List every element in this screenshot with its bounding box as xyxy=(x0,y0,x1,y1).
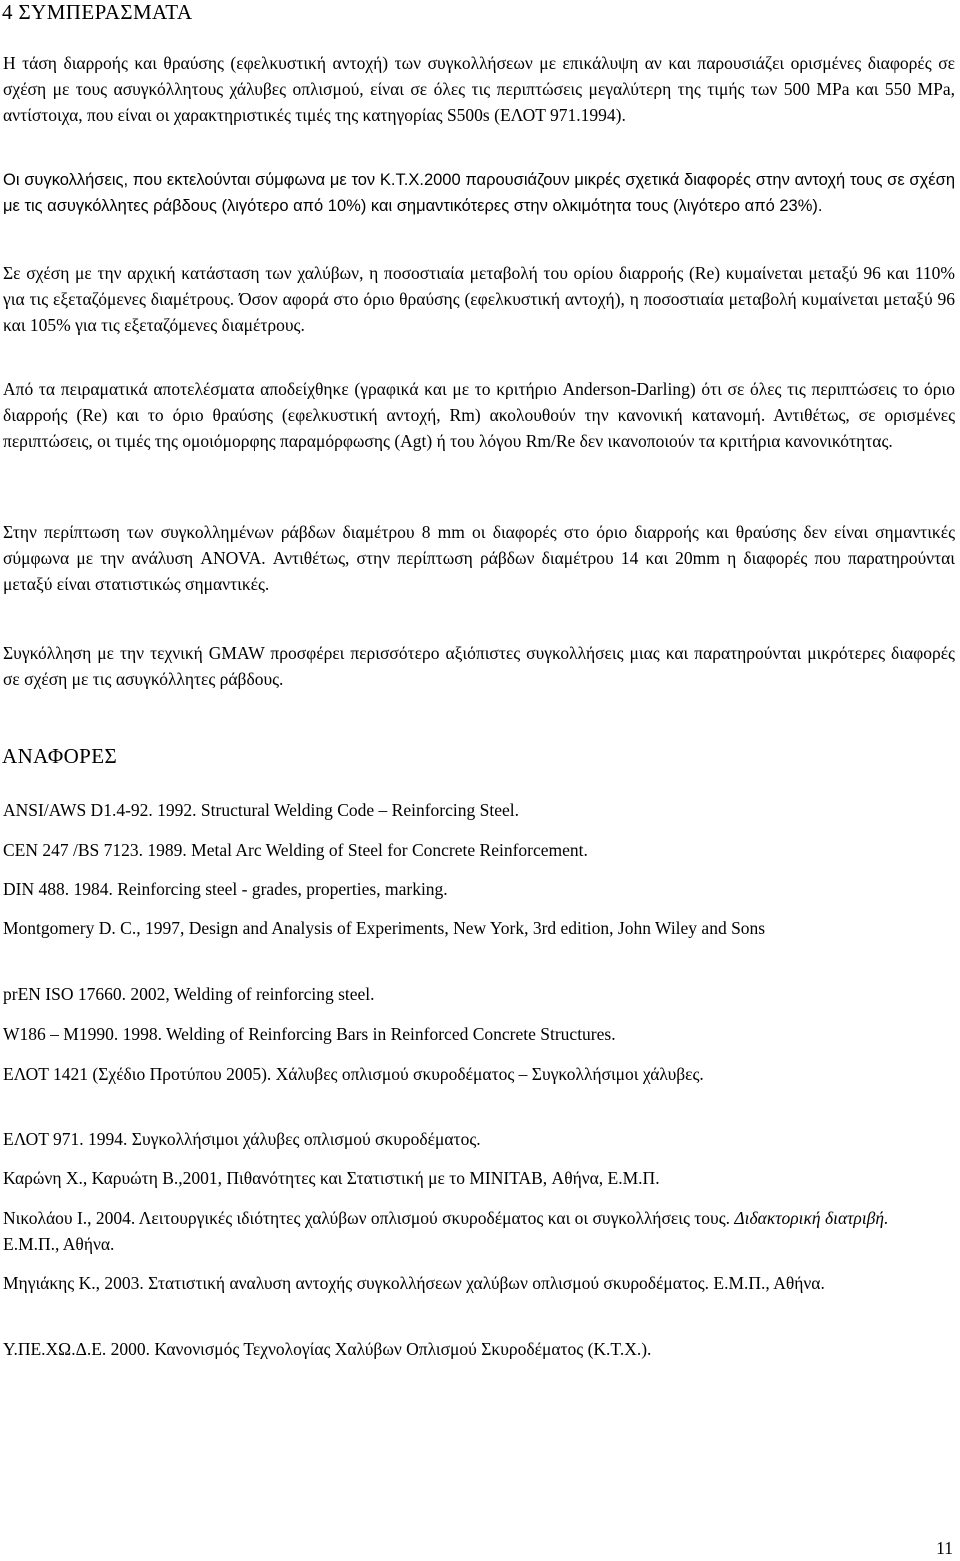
reference-item xyxy=(3,1205,933,1257)
section-heading: 4 ΣΥΜΠΕΡΑΣΜΑΤΑ xyxy=(2,0,193,24)
reference-item: CEN 247 /BS 7123. 1989. Metal Arc Welding of Steel for Concrete Reinforcement. xyxy=(3,840,588,860)
references-heading: ΑΝΑΦΟΡΕΣ xyxy=(2,744,118,768)
reference-text: Ε.Μ.Π., Αθήνα. xyxy=(3,1234,115,1254)
reference-item: Υ.ΠΕ.ΧΩ.Δ.Ε. 2000. Κανονισμός Τεχνολογίας Χαλύβων Οπλισμού Σκυροδέματος (Κ.Τ.Χ.). xyxy=(3,1339,652,1359)
reference-item: ΕΛΟΤ 971. 1994. Συγκολλήσιμοι χάλυβες οπλισμού σκυροδέματος. xyxy=(3,1129,481,1149)
reference-item: ΕΛΟΤ 1421 (Σχέδιο Προτύπου 2005). Χάλυβες οπλισμού σκυροδέματος – Συγκολλήσιμοι χάλυβες. xyxy=(3,1064,704,1084)
conclusion-paragraph-6: Συγκόλληση με την τεχνική GMAW προσφέρει περισσότερο αξιόπιστες συγκολλήσεις μιας και παρατηρούνται μικρότερες διαφορές σε σχέση με τις ασυγκόλλητες ράβδους. xyxy=(3,643,955,689)
reference-item: Καρώνη Χ., Καρυώτη Β.,2001, Πιθανότητες και Στατιστική με το MINITAB, Αθήνα, Ε.Μ.Π. xyxy=(3,1168,660,1188)
conclusion-paragraph-5: Στην περίπτωση των συγκολλημένων ράβδων διαμέτρου 8 mm οι διαφορές στο όριο διαρροής και θραύσης δεν είναι σημαντικές σύμφωνα με την ανάλυση ANOVA. Αντιθέτως, στην περίπτωση ράβδων διαμέτρου 14 και 20mm η διαφορές που παρατηρούνται μεταξύ είναι στατιστικώς σημαντικές. xyxy=(3,522,955,594)
reference-item: ANSI/AWS D1.4-92. 1992. Structural Welding Code – Reinforcing Steel. xyxy=(3,800,519,820)
conclusion-paragraph-3: Σε σχέση με την αρχική κατάσταση των χαλύβων, η ποσοστιαία μεταβολή του ορίου διαρροής (Re) κυμαίνεται μεταξύ 96 και 110% για τις εξεταζόμενες διαμέτρους. Όσον αφορά στο όριο θραύσης (εφελκυστική αντοχή), η ποσοστιαία μεταβολή κυμαίνεται μεταξύ 96 και 105% για τις εξεταζόμενες διαμέτρους. xyxy=(3,263,955,335)
page-number: 11 xyxy=(936,1538,953,1558)
reference-item: Μηγιάκης Κ., 2003. Στατιστική αναλυση αντοχής συγκολλήσεων χαλύβων οπλισμού σκυροδέματος. Ε.Μ.Π., Αθήνα. xyxy=(3,1273,825,1293)
reference-text: Νικολάου Ι., 2004. Λειτουργικές ιδιότητες χαλύβων οπλισμού σκυροδέματος και οι συγκολλήσεις τους. xyxy=(3,1208,735,1228)
conclusion-paragraph-1: Η τάση διαρροής και θραύσης (εφελκυστική αντοχή) των συγκολλήσεων με επικάλυψη αν και παρουσιάζει ορισμένες διαφορές σε σχέση με τους ασυγκόλλητους χάλυβες οπλισμού, είναι σε όλες τις περιπτώσεις μεγαλύτερη της τιμής των 500 MPa και 550 MPa, αντίστοιχα, που είναι οι χαρακτηριστικές τιμές της κατηγορίας S500s (ΕΛΟΤ 971.1994). xyxy=(3,53,955,125)
reference-item: Montgomery D. C., 1997, Design and Analysis of Experiments, New York, 3rd edition, John Wiley and Sons xyxy=(3,918,766,938)
reference-item: prEN ISO 17660. 2002, Welding of reinforcing steel. xyxy=(3,984,375,1004)
conclusion-paragraph-4: Από τα πειραματικά αποτελέσματα αποδείχθηκε (γραφικά και με το κριτήριο Anderson-Darling) ότι σε όλες τις περιπτώσεις το όριο διαρροής (Re) και το όριο θραύσης (εφελκυστική αντοχή, Rm) ακολουθούν την κανονική κατανομή. Αντιθέτως, σε ορισμένες περιπτώσεις, οι τιμές της ομοιόμορφης παραμόρφωσης (Agt) ή του λόγου Rm/Re δεν ικανοποιούν τα κριτήρια κανονικότητας. xyxy=(3,379,955,451)
reference-item: DIN 488. 1984. Reinforcing steel - grades, properties, marking. xyxy=(3,879,448,899)
reference-italic-text: Διδακτορική διατριβή. xyxy=(734,1208,889,1228)
reference-item: W186 – M1990. 1998. Welding of Reinforcing Bars in Reinforced Concrete Structures. xyxy=(3,1024,616,1044)
conclusion-paragraph-2: Οι συγκολλήσεις, που εκτελούνται σύμφωνα με τον Κ.Τ.Χ.2000 παρουσιάζουν μικρές σχετικά διαφορές στην αντοχή τους σε σχέση με τις ασυγκόλλητες ράβδους (λιγότερο από 10%) και σημαντικότερες στην ολκιμότητα τους (λιγότερο από 23%). xyxy=(3,171,955,215)
